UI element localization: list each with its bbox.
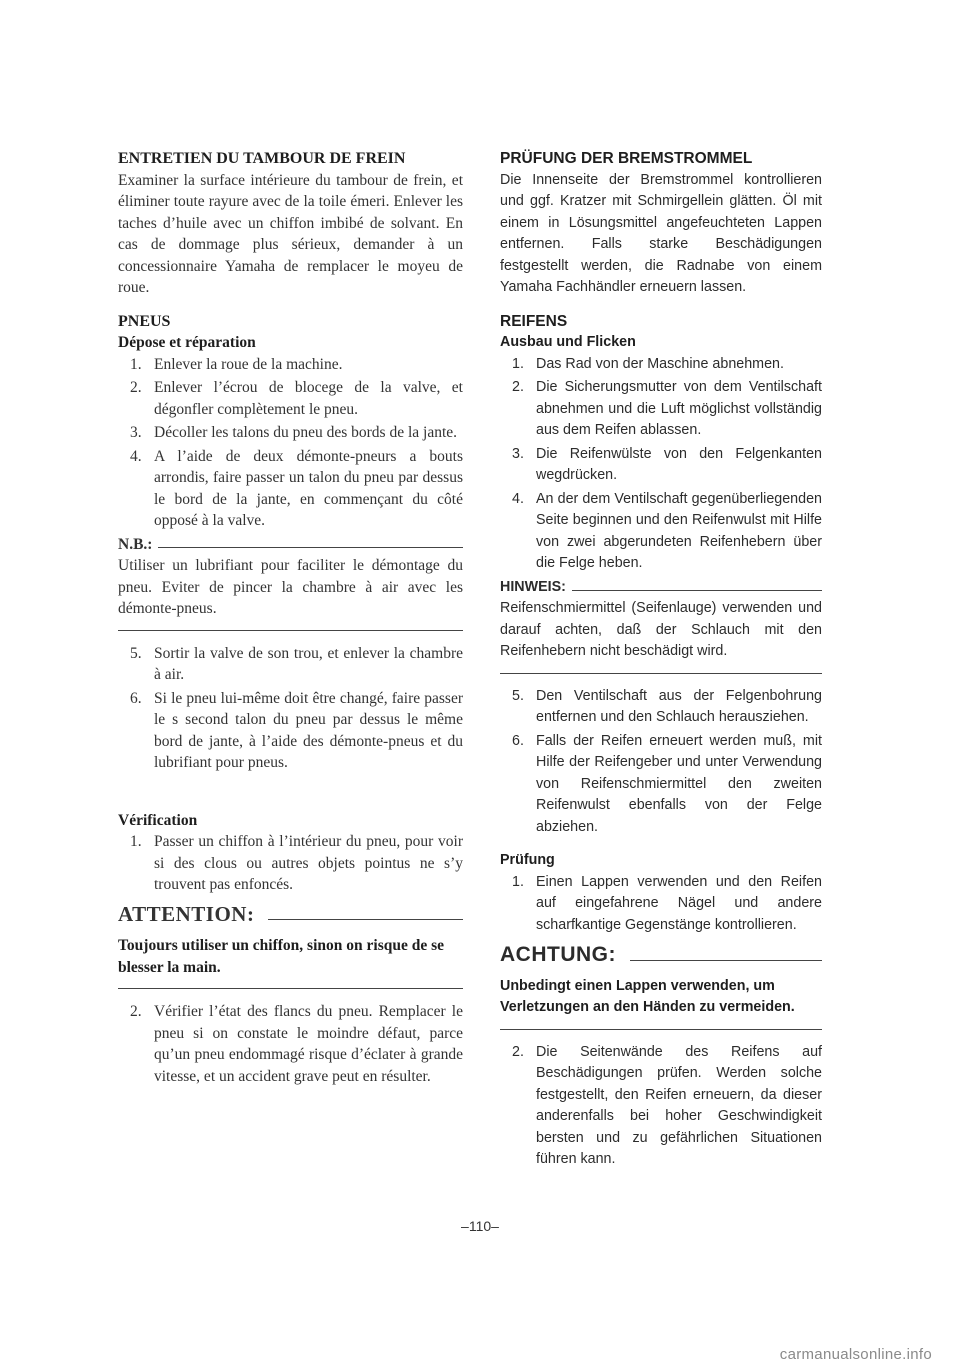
- divider: [500, 673, 822, 674]
- caution-text: Unbedingt einen Lappen verwenden, um Verletzungen an den Händen zu vermeiden.: [500, 977, 795, 1015]
- watermark: carmanualsonline.info: [779, 1346, 932, 1363]
- caution-label: ACHTUNG:: [500, 943, 616, 966]
- list-item: 5. Den Ventilschaft aus der Felgenbohrung entfernen und den Schlauch herausziehen.: [512, 687, 822, 725]
- note-label: N.B.:: [118, 535, 153, 553]
- caution-label: ATTENTION:: [118, 901, 255, 926]
- list-item: 5. Sortir la valve de son trou, et enlever la chambre à air.: [130, 644, 463, 683]
- list-item: 2. Enlever l’écrou de blocege de la valve, et dégonfler complètement le pneu.: [130, 379, 463, 418]
- divider: [630, 960, 822, 961]
- list-item: 3. Die Reifenwülste von den Felgenkanten wegdrücken.: [512, 445, 822, 483]
- list-item: 1. Einen Lappen verwenden und den Reifen auf eingefahrene Nägel und andere scharfkantige Gegenstänge kontrollieren.: [512, 873, 822, 933]
- check-steps-list: [500, 872, 822, 937]
- german-column: [500, 148, 822, 1173]
- note-text: Utiliser un lubrifiant pour faciliter le démontage du pneu. Eviter de pincer la chambre à air avec les démonte-pneus.: [118, 557, 463, 617]
- list-item: 2. Die Sicherungsmutter von dem Ventilschaft abnehmen und die Luft möglichst vollständig aus dem Reifen ablassen.: [512, 379, 822, 438]
- check-steps-list: [118, 831, 463, 896]
- check-steps-list-continued: [500, 1042, 822, 1171]
- divider: [572, 590, 822, 591]
- removal-steps-list-continued: [500, 686, 822, 839]
- caution-text: Toujours utiliser un chiffon, sinon on risque de se blesser la main.: [118, 937, 445, 976]
- page-number: –110–: [461, 1218, 499, 1234]
- divider: [268, 919, 463, 920]
- divider: [158, 547, 463, 548]
- removal-steps-list: [500, 354, 822, 575]
- divider: [118, 988, 463, 989]
- divider: [500, 1029, 822, 1030]
- drum-heading: ENTRETIEN DU TAMBOUR DE FREIN: [118, 150, 406, 167]
- note-label: HINWEIS:: [500, 578, 566, 595]
- check-steps-list-continued: [118, 1001, 463, 1087]
- tires-heading: PNEUS: [118, 312, 171, 330]
- removal-steps-list-continued: [118, 643, 463, 774]
- list-item: 1. Das Rad von der Maschine abnehmen.: [512, 355, 784, 372]
- check-subheading: Prüfung: [500, 852, 555, 868]
- drum-paragraph: Examiner la surface intérieure du tambour de frein, et éliminer toute rayure avec de la toile émeri. Enlever les taches d’huile avec un chiffon imbibé de solvant. En cas de dommage plus sérieux, demander à un concessionnaire Yamaha de remplacer le moyeu de roue.: [118, 171, 463, 296]
- divider: [118, 630, 463, 631]
- drum-heading: PRÜFUNG DER BREMSTROMMEL: [500, 150, 753, 167]
- list-item: 6. Falls der Reifen erneuert werden muß, mit Hilfe der Reifengeber und unter Verwendung von Reifenschmiermittel den zweiten Reifenwulst ebenfalls von der Felge abziehen.: [512, 732, 822, 835]
- check-subheading: Vérification: [118, 811, 198, 829]
- list-item: 3. Décoller les talons du pneu des bords de la jante.: [130, 424, 458, 441]
- list-item: 4. A l’aide de deux démonte-pneurs a bouts arrondis, faire passer un talon du pneu par dessus le bord de la jante, en commençant du côté opposé à la valve.: [130, 447, 463, 529]
- list-item: 1. Enlever la roue de la machine.: [130, 355, 343, 373]
- french-column: [118, 148, 463, 1089]
- caution-header: [500, 944, 822, 966]
- list-item: 2. Die Seitenwände des Reifens auf Beschädigungen prüfen. Werden solche festgestellt, den Reifen erneuern, da dieser anderenfalls bei hoher Geschwindigkeit bersten und zu gefährlichen Situationen führen kann.: [512, 1043, 822, 1167]
- note-header: [500, 577, 822, 599]
- removal-subheading: Dépose et réparation: [118, 334, 256, 351]
- caution-header: [118, 901, 463, 926]
- drum-paragraph: Die Innenseite der Bremstrommel kontrollieren und ggf. Kratzer mit Schmirgellein glätten. Öl mit einem in Lösungsmittel angefeuchteten Lappen entfernen. Falls starke Beschädigungen festgestellt werden, die Radnabe von einem Yamaha Fachhändler erneuern lassen.: [500, 171, 822, 295]
- removal-steps-list: [118, 354, 463, 532]
- list-item: 1. Passer un chiffon à l’intérieur du pneu, pour voir si des clous ou autres objets pointus ne s’y trouvent pas enfoncés.: [130, 833, 463, 893]
- list-item: 2. Vérifier l’état des flancs du pneu. Remplacer le pneu si on constate le moindre défaut, parce qu’un pneu endommagé risque d’éclater à grande vitesse, et un accident grave peut en résulter.: [130, 1003, 463, 1085]
- list-item: 6. Si le pneu lui-même doit être changé, faire passer le s second talon du pneu par dessus le même bord de jante, à l’aide des démonte-pneus et du lubrifiant pour pneus.: [130, 689, 463, 771]
- note-text: Reifenschmiermittel (Seifenlauge) verwenden und darauf achten, daß der Schlauch mit den Reifenhebern nicht beschädigt wird.: [500, 600, 822, 659]
- tires-heading: REIFENS: [500, 312, 568, 330]
- list-item: 4. An der dem Ventilschaft gegenüberliegenden Seite beginnen und den Reifenwulst mit Hilfe von zwei abgerundeten Reifenhebern über die Felge heben.: [512, 490, 822, 571]
- note-header: [118, 534, 463, 556]
- removal-subheading: Ausbau und Flicken: [500, 334, 636, 350]
